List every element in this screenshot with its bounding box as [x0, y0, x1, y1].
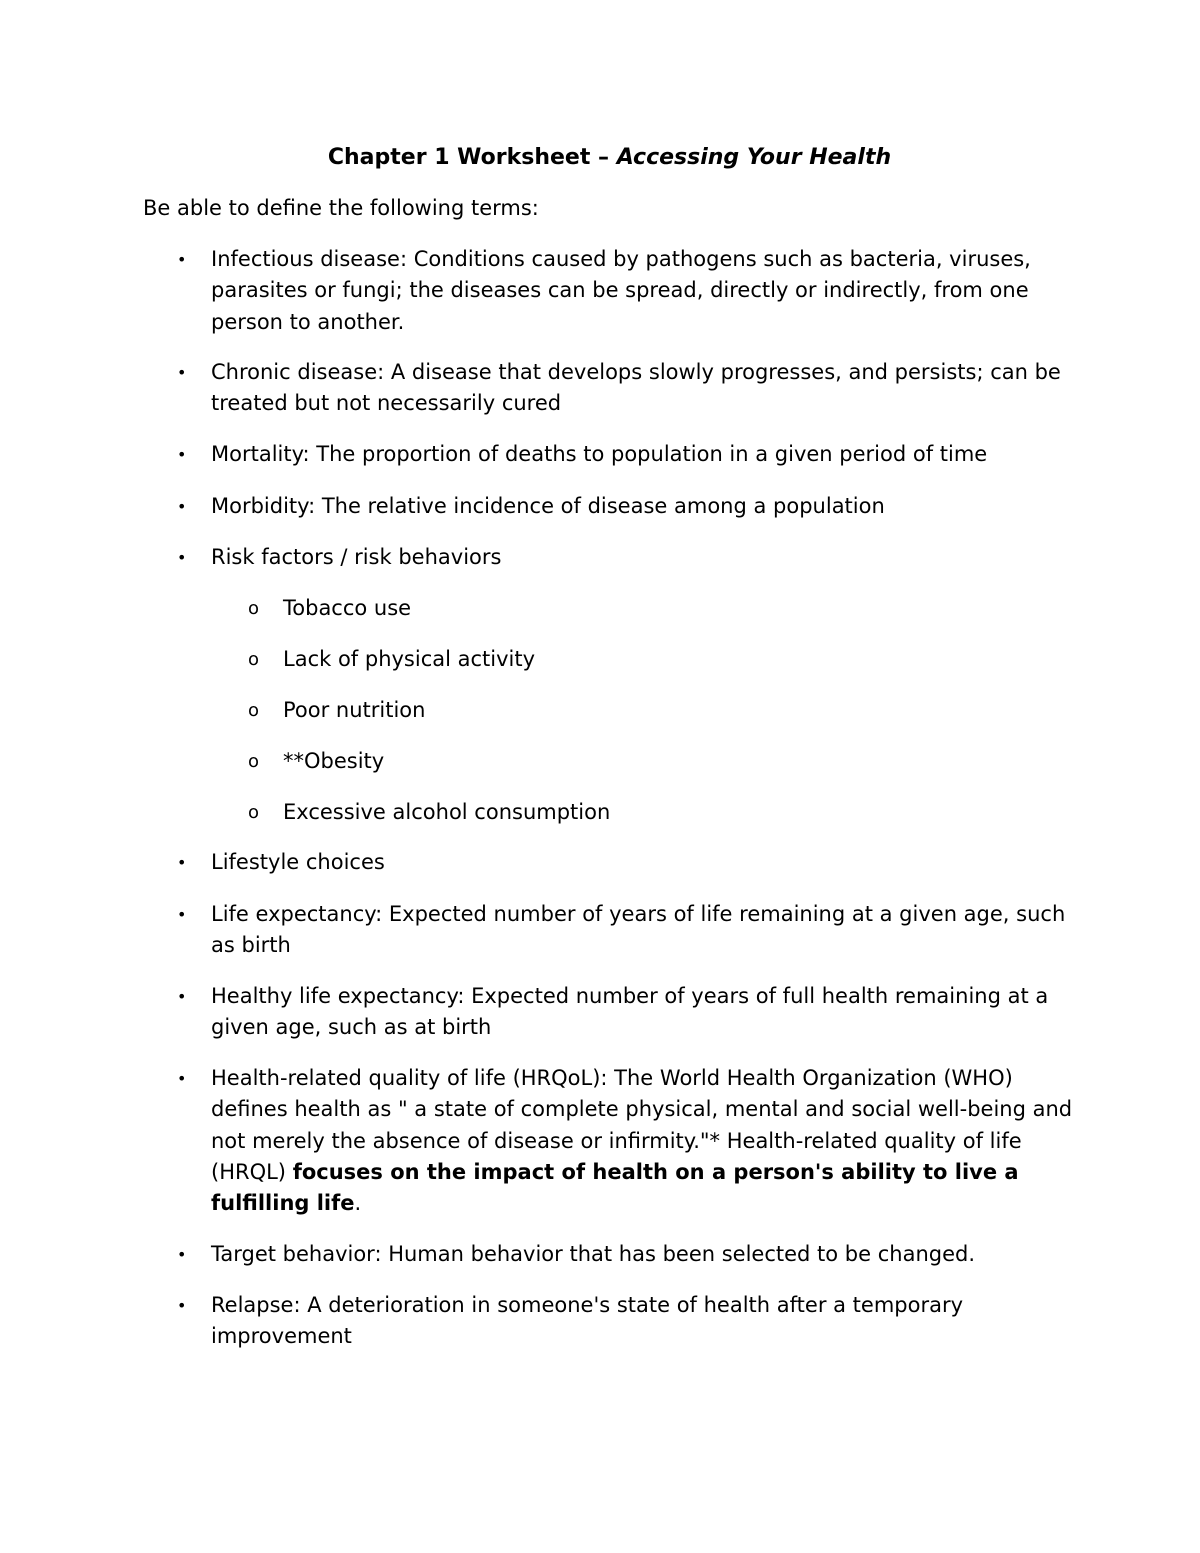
circle-bullet-icon: o [248, 598, 260, 619]
bullet-icon: • [177, 1296, 187, 1315]
sub-item-text: Lack of physical activity [283, 647, 536, 671]
item-text: Health-related quality of life (HRQoL): The World Health Organization (WHO) defines health as " a state of complete physical, mental and social well-being and not merely the absence of disease or infirmity."* Health-related quality of life (HRQL) [211, 1066, 1073, 1184]
list-item [177, 981, 1081, 1044]
item-text: Target behavior: Human behavior that has been selected to be changed. [211, 1242, 976, 1266]
sub-list-item [248, 593, 412, 624]
bullet-icon: • [177, 905, 187, 924]
sub-list-item [248, 797, 611, 828]
item-text: Chronic disease: A disease that develops slowly progresses, and persists; can be treated but not necessarily cured [211, 360, 1061, 416]
bullet-icon: • [177, 1069, 187, 1088]
item-text: Risk factors / risk behaviors [211, 545, 502, 569]
item-text: Morbidity: The relative incidence of disease among a population [211, 494, 885, 518]
item-text: Lifestyle choices [211, 850, 385, 874]
list-item [177, 1063, 1081, 1219]
bullet-icon: • [177, 987, 187, 1006]
item-text: Infectious disease: Conditions caused by pathogens such as bacteria, viruses, parasites or fungi; the diseases can be spread, directly or indirectly, from one person to another. [211, 247, 1031, 334]
sub-item-text: Tobacco use [283, 596, 412, 620]
list-item [177, 491, 1081, 522]
sub-item-text: Poor nutrition [283, 698, 426, 722]
item-text: Relapse: A deterioration in someone's state of health after a temporary improvement [211, 1293, 964, 1349]
list-item [177, 542, 1081, 573]
item-text: Mortality: The proportion of deaths to population in a given period of time [211, 442, 988, 466]
list-item [177, 899, 1081, 962]
intro-text: Be able to define the following terms: [143, 196, 539, 220]
list-item [177, 244, 1081, 338]
item-bold-text: focuses on the impact of health on a person's ability to live a fulfilling life [211, 1159, 1019, 1216]
circle-bullet-icon: o [248, 751, 260, 772]
sub-list-item [248, 695, 426, 726]
bullet-icon: • [177, 445, 187, 464]
sub-item-text: **Obesity [283, 749, 385, 773]
title-main: Chapter 1 Worksheet – [327, 145, 617, 170]
item-text: Life expectancy: Expected number of years of life remaining at a given age, such as birth [211, 902, 1066, 958]
circle-bullet-icon: o [248, 802, 260, 823]
list-item [177, 847, 1081, 878]
list-item [177, 357, 1081, 420]
sub-list-item [248, 644, 536, 675]
title-italic: Accessing Your Health [616, 145, 892, 170]
list-item [177, 1239, 1081, 1270]
item-text: Healthy life expectancy: Expected number of years of full health remaining at a given age, such as at birth [211, 984, 1049, 1040]
list-item [177, 1290, 1081, 1353]
circle-bullet-icon: o [248, 649, 260, 670]
circle-bullet-icon: o [248, 700, 260, 721]
list-item [177, 439, 1081, 470]
bullet-icon: • [177, 497, 187, 516]
bullet-icon: • [177, 250, 187, 269]
bullet-icon: • [177, 853, 187, 872]
sub-list-item [248, 746, 385, 777]
bullet-icon: • [177, 1245, 187, 1264]
item-tail-text: . [354, 1191, 362, 1216]
bullet-icon: • [177, 548, 187, 567]
page-title [0, 142, 1200, 173]
bullet-icon: • [177, 363, 187, 382]
sub-item-text: Excessive alcohol consumption [283, 800, 611, 824]
